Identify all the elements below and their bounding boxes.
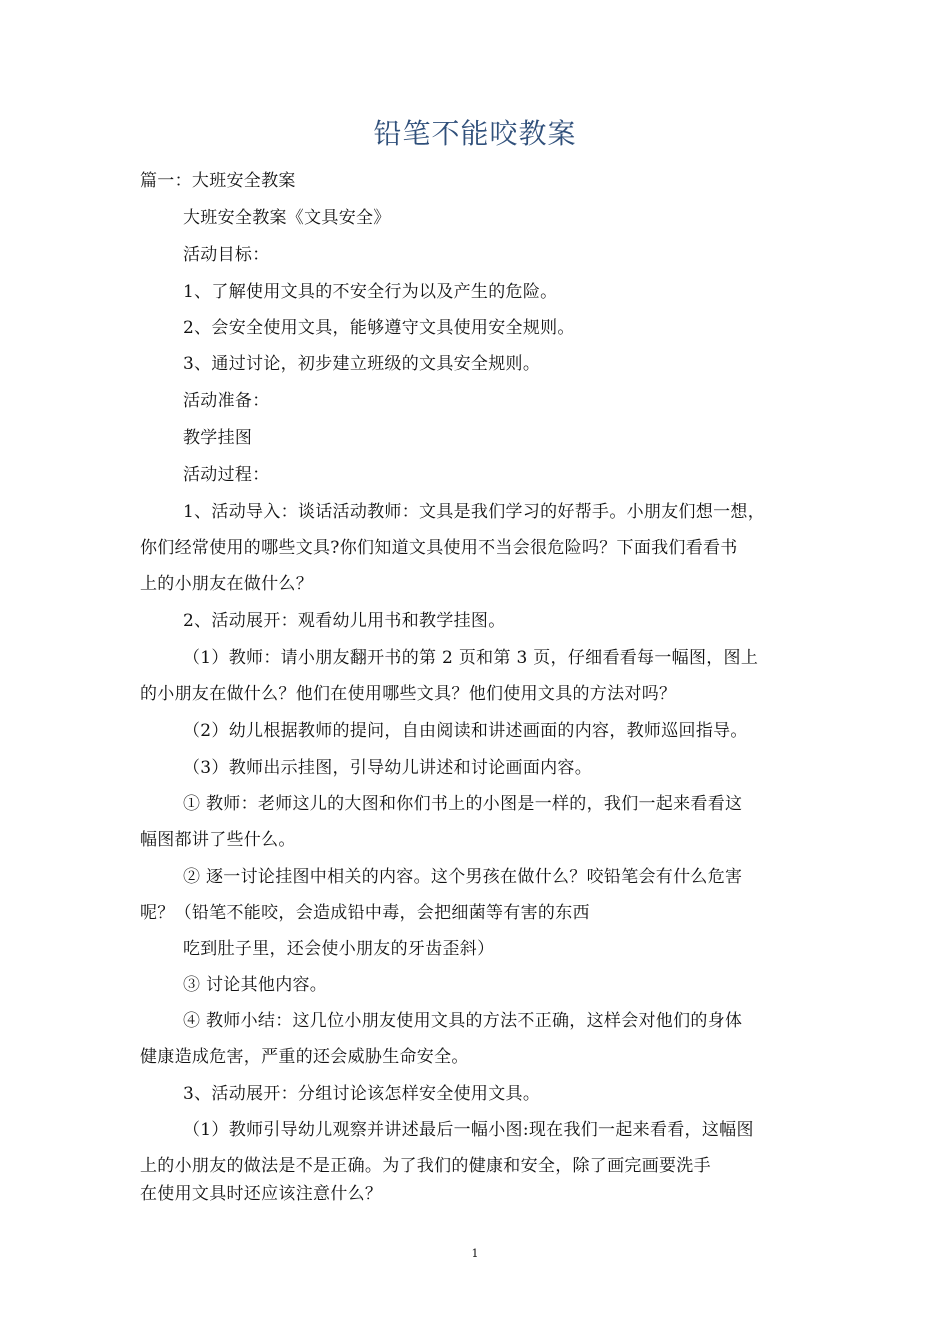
paragraph-line: 上的小朋友的做法是不是正确。为了我们的健康和安全，除了画完画要洗手 xyxy=(140,1156,711,1176)
paragraph-line: 教学挂图 xyxy=(183,428,253,448)
paragraph-line: ③ 讨论其他内容。 xyxy=(183,975,328,995)
paragraph-line: 2、活动展开：观看幼儿用书和教学挂图。 xyxy=(183,611,506,631)
paragraph-line: 你们经常使用的哪些文具?你们知道文具使用不当会很危险吗？下面我们看看书 xyxy=(140,538,738,558)
paragraph-line: （1）教师：请小朋友翻开书的第 2 页和第 3 页，仔细看看每一幅图，图上 xyxy=(183,648,759,668)
paragraph-line: 在使用文具时还应该注意什么？ xyxy=(140,1184,383,1204)
paragraph-line: 3、通过讨论，初步建立班级的文具安全规则。 xyxy=(183,354,541,374)
document-title: 铅笔不能咬教案 xyxy=(373,117,577,150)
paragraph-line: 活动过程： xyxy=(183,465,270,485)
paragraph-line: 上的小朋友在做什么？ xyxy=(140,574,313,594)
page-number: 1 xyxy=(471,1247,479,1260)
paragraph-line: 健康造成危害，严重的还会威胁生命安全。 xyxy=(140,1047,469,1067)
section-heading: 篇一：大班安全教案 xyxy=(140,171,296,191)
paragraph-line: ① 教师：老师这儿的大图和你们书上的小图是一样的，我们一起来看看这 xyxy=(183,794,743,814)
paragraph-line: 1、了解使用文具的不安全行为以及产生的危险。 xyxy=(183,282,558,302)
paragraph-line: 1、活动导入：谈话活动教师：文具是我们学习的好帮手。小朋友们想一想， xyxy=(183,502,766,522)
paragraph-line: （1）教师引导幼儿观察并讲述最后一幅小图:现在我们一起来看看，这幅图 xyxy=(183,1120,754,1140)
paragraph-line: （3）教师出示挂图，引导幼儿讲述和讨论画面内容。 xyxy=(183,758,593,778)
paragraph-line: ④ 教师小结：这几位小朋友使用文具的方法不正确，这样会对他们的身体 xyxy=(183,1011,743,1031)
paragraph-line: 的小朋友在做什么？他们在使用哪些文具？他们使用文具的方法对吗？ xyxy=(140,684,677,704)
paragraph-line: 2、会安全使用文具，能够遵守文具使用安全规则。 xyxy=(183,318,575,338)
paragraph-line: 幅图都讲了些什么。 xyxy=(140,830,296,850)
paragraph-line: 呢？（铅笔不能咬，会造成铅中毒，会把细菌等有害的东西 xyxy=(140,903,590,923)
paragraph-line: （2）幼儿根据教师的提问，自由阅读和讲述画面的内容，教师巡回指导。 xyxy=(183,721,748,741)
paragraph-line: 吃到肚子里，还会使小朋友的牙齿歪斜） xyxy=(183,939,495,959)
paragraph-line: ② 逐一讨论挂图中相关的内容。这个男孩在做什么？咬铅笔会有什么危害 xyxy=(183,867,743,887)
paragraph-line: 3、活动展开：分组讨论该怎样安全使用文具。 xyxy=(183,1084,541,1104)
paragraph-line: 活动准备： xyxy=(183,391,270,411)
paragraph-line: 活动目标： xyxy=(183,245,270,265)
paragraph-line: 大班安全教案《文具安全》 xyxy=(183,208,391,228)
